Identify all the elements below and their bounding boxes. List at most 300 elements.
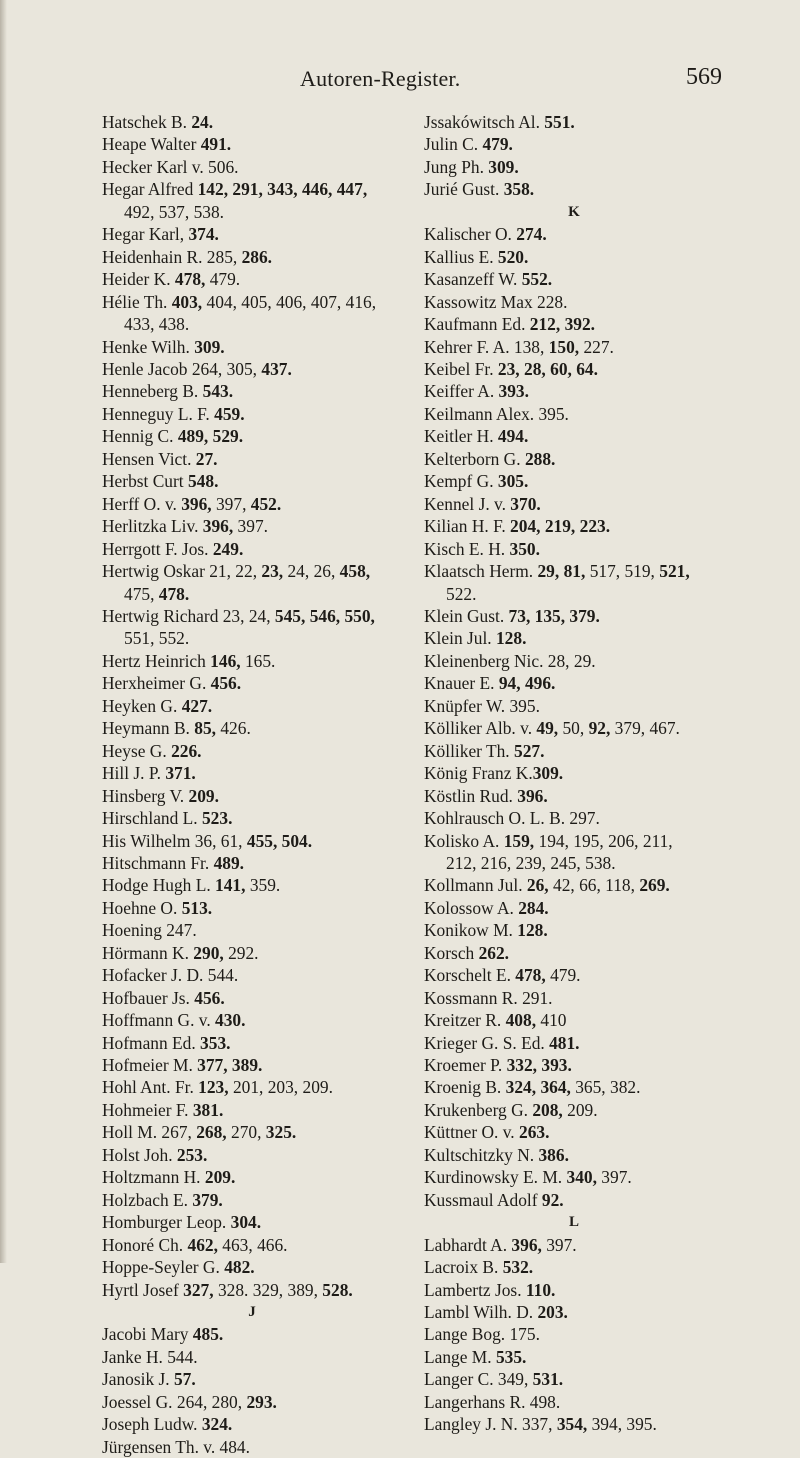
page-ref-bold: 159,: [503, 830, 535, 851]
index-entry: [102, 403, 402, 425]
entry-text: 426.: [216, 718, 251, 739]
index-entry-line: [424, 358, 724, 380]
entry-text: Klein Jul.: [424, 628, 496, 649]
index-entry-line: [424, 942, 724, 964]
page-ref-bold: 408,: [505, 1010, 537, 1031]
entry-text: Herlitzka Liv.: [102, 516, 203, 537]
index-entry-line: [102, 807, 402, 829]
entry-text: 522.: [446, 583, 477, 604]
entry-text: Hofacker J. D. 544.: [102, 965, 239, 986]
index-entry: [424, 515, 724, 537]
index-entry: [102, 538, 402, 560]
index-entry: [424, 1323, 724, 1345]
index-entry-line: [102, 133, 402, 155]
index-entry: [424, 291, 724, 313]
index-entry-line: [424, 987, 724, 1009]
page-ref-bold: 128.: [495, 628, 527, 649]
entry-text: His Wilhelm 36, 61,: [102, 830, 247, 851]
page-ref-bold: 485.: [192, 1324, 224, 1345]
entry-text: Kurdinowsky E. M.: [424, 1167, 567, 1188]
index-entry: [102, 807, 402, 829]
page-ref-bold: 455, 504.: [246, 830, 313, 851]
index-entry-line: [102, 425, 402, 447]
index-entry: [424, 223, 724, 245]
index-entry-line: [102, 650, 402, 672]
entry-text: Kaufmann Ed.: [424, 314, 530, 335]
entry-text: 463, 466.: [217, 1234, 288, 1255]
index-entry: [102, 942, 402, 964]
section-letter-k: K: [568, 203, 580, 220]
index-entry-line: [424, 1121, 724, 1143]
section-letter-j: J: [248, 1304, 256, 1321]
page-ref-bold: 219,: [544, 516, 576, 537]
page-ref-bold: 305.: [497, 471, 529, 492]
page-ref-bold: 353.: [200, 1032, 231, 1053]
index-entry: [424, 1054, 724, 1076]
index-entry-line: [102, 380, 402, 402]
entry-text: 42, 66, 118,: [548, 875, 640, 896]
index-entry-line: [424, 470, 724, 492]
entry-text: Hitschmann Fr.: [102, 852, 214, 873]
entry-text: Keibel Fr.: [424, 358, 498, 379]
entry-text: Kolisko A.: [424, 830, 504, 851]
page-ref-bold: 212,: [529, 314, 561, 335]
index-entry: [424, 156, 724, 178]
entry-text: Kolossow A.: [424, 897, 519, 918]
index-entry: [102, 223, 402, 245]
page-ref-bold: 377, 389.: [197, 1055, 263, 1076]
index-entry-continuation: [102, 313, 402, 335]
page-ref-bold: 288.: [524, 448, 556, 469]
entry-text: Holl M. 267,: [102, 1122, 197, 1143]
index-entry: [102, 1279, 402, 1301]
entry-text: 479.: [205, 269, 241, 290]
entry-text: Jürgensen Th. v. 484.: [102, 1436, 250, 1457]
index-entry: [102, 695, 402, 717]
page-ref-bold: 27.: [195, 448, 218, 469]
index-entry-line: [424, 1032, 724, 1054]
entry-text: Labhardt A.: [424, 1234, 512, 1255]
index-entry-line: [102, 785, 402, 807]
index-entry: [424, 1189, 724, 1211]
entry-text: Langerhans R. 498.: [424, 1391, 561, 1412]
index-entry: [102, 178, 402, 223]
entry-text: Kultschitzky N.: [424, 1144, 539, 1165]
entry-text: 359.: [245, 875, 281, 896]
index-entry: [102, 1144, 402, 1166]
index-entry: [424, 111, 724, 133]
index-entry: [424, 830, 724, 875]
index-entry: [102, 897, 402, 919]
page-ref-bold: 482.: [224, 1257, 255, 1278]
index-entry-line: [424, 1144, 724, 1166]
index-entry-line: [102, 178, 402, 200]
index-entry-line: [102, 560, 402, 582]
index-entry-line: [424, 448, 724, 470]
index-entry: [102, 1436, 402, 1458]
entry-text: Heymann B.: [102, 718, 195, 739]
index-entry-line: [102, 1436, 402, 1458]
index-entry: [424, 1413, 724, 1435]
page-ref-bold: 324,: [505, 1077, 537, 1098]
page-ref-bold: 396,: [181, 493, 212, 514]
left-column: [102, 111, 402, 1458]
page-ref-bold: 324.: [201, 1414, 233, 1435]
index-entry: [424, 380, 724, 402]
entry-text: Keilmann Alex. 395.: [424, 403, 569, 424]
entry-text: Janke H. 544.: [102, 1346, 198, 1367]
entry-text: Kreitzer R.: [424, 1010, 506, 1031]
page-ref-bold: 371.: [165, 763, 196, 784]
page-ref-bold: 110.: [525, 1279, 556, 1300]
index-entry: [102, 1323, 402, 1345]
page-ref-bold: 370.: [510, 493, 541, 514]
index-entry-line: [102, 1391, 402, 1413]
entry-text: Hoening 247.: [102, 920, 197, 941]
page-ref-bold: 209.: [204, 1167, 236, 1188]
index-entry-line: [102, 1144, 402, 1166]
page-ref-bold: 458,: [339, 561, 371, 582]
index-entry: [424, 1234, 724, 1256]
index-entry-line: [102, 291, 402, 313]
index-entry-line: [102, 448, 402, 470]
page-ref-bold: 141,: [215, 875, 246, 896]
index-entry-line: [424, 336, 724, 358]
page-ref-bold: 73, 135, 379.: [508, 605, 600, 626]
index-entry: [102, 111, 402, 133]
index-entry: [424, 1279, 724, 1301]
index-entry-line: [424, 1256, 724, 1278]
page-edge-shadow: [0, 0, 7, 1263]
entry-text: Knauer E.: [424, 673, 499, 694]
index-entry-line: [424, 403, 724, 425]
page-ref-bold: 81,: [563, 561, 586, 582]
index-entry-line: [102, 336, 402, 358]
entry-text: Hensen Vict.: [102, 448, 196, 469]
index-entry-line: [102, 1323, 402, 1345]
page-ref-bold: 92.: [541, 1189, 564, 1210]
index-entry-continuation: [102, 627, 402, 649]
entry-text: Kasanzeff W.: [424, 269, 522, 290]
page-ref-bold: 403,: [171, 291, 203, 312]
page-ref-bold: 462,: [187, 1234, 218, 1255]
index-entry-line: [424, 111, 724, 133]
index-entry-line: [424, 380, 724, 402]
page-ref-bold: 548.: [187, 471, 219, 492]
index-entry-line: [424, 964, 724, 986]
page-ref-bold: 520.: [497, 246, 529, 267]
index-entry: [102, 1368, 402, 1390]
entry-text: Kohlrausch O. L. B. 297.: [424, 808, 600, 829]
entry-text: Köstlin Rud.: [424, 785, 518, 806]
index-entry-line: [102, 156, 402, 178]
index-entry-line: [102, 1234, 402, 1256]
index-entry-line: [102, 268, 402, 290]
index-entry: [102, 919, 402, 941]
index-entry: [424, 695, 724, 717]
index-entry: [424, 964, 724, 986]
entry-text: Hertz Heinrich: [102, 650, 211, 671]
index-section-h: [102, 111, 402, 1301]
entry-text: Hoehne O.: [102, 897, 182, 918]
entry-text: Kassowitz Max 228.: [424, 291, 568, 312]
entry-text: Heyse G.: [102, 740, 172, 761]
index-section-j: [102, 1323, 402, 1458]
entry-text: 404, 405, 406, 407, 416,: [202, 291, 377, 312]
index-entry-line: [424, 740, 724, 762]
index-entry: [424, 605, 724, 627]
page-ref-bold: 459.: [214, 403, 245, 424]
entry-text: 394, 395.: [587, 1414, 657, 1435]
index-entry-line: [424, 1368, 724, 1390]
index-entry-line: [424, 313, 724, 335]
index-entry: [424, 807, 724, 829]
index-entry: [102, 515, 402, 537]
entry-text: Kallius E.: [424, 246, 498, 267]
index-entry: [102, 493, 402, 515]
entry-text: Kussmaul Adolf: [424, 1189, 542, 1210]
index-entry: [424, 425, 724, 447]
index-entry-line: [424, 560, 724, 582]
index-entry: [102, 717, 402, 739]
entry-text: Hohl Ant. Fr.: [102, 1077, 199, 1098]
entry-text: 165.: [240, 650, 276, 671]
index-entry: [102, 1189, 402, 1211]
index-entry-line: [424, 133, 724, 155]
index-entry: [102, 762, 402, 784]
entry-text: 517, 519,: [585, 561, 660, 582]
entry-text: Kroemer P.: [424, 1055, 507, 1076]
entry-text: Hofmeier M.: [102, 1055, 198, 1076]
index-entry-line: [102, 897, 402, 919]
entry-text: Kisch E. H.: [424, 538, 510, 559]
index-entry-line: [102, 1032, 402, 1054]
index-entry: [424, 1301, 724, 1323]
page-ref-bold: 543.: [202, 381, 234, 402]
page-ref-bold: 23,: [261, 561, 284, 582]
page-ref-bold: 437.: [261, 358, 292, 379]
index-entry: [102, 1009, 402, 1031]
index-entry-line: [102, 672, 402, 694]
page-ref-bold: 491.: [200, 134, 232, 155]
index-entry-line: [102, 1211, 402, 1233]
index-entry-line: [102, 605, 402, 627]
entry-text: 328. 329, 389,: [213, 1279, 323, 1300]
entry-text: Henle Jacob 264, 305,: [102, 358, 262, 379]
entry-text: Korschelt E.: [424, 965, 516, 986]
page-ref-bold: 60, 64.: [550, 358, 598, 379]
page-ref-bold: 262.: [478, 942, 510, 963]
index-entry-line: [424, 874, 724, 896]
index-entry-line: [424, 223, 724, 245]
index-entry: [424, 1144, 724, 1166]
index-entry: [424, 336, 724, 358]
index-entry-line: [424, 1099, 724, 1121]
page-ref-bold: 551.: [544, 112, 575, 132]
page-ref-bold: 249.: [212, 538, 244, 559]
index-entry: [424, 1121, 724, 1143]
index-entry: [102, 268, 402, 290]
entry-text: Joessel G. 264, 280,: [102, 1391, 247, 1412]
index-entry: [102, 1099, 402, 1121]
page-ref-bold: 325.: [265, 1122, 297, 1143]
entry-text: Kennel J. v.: [424, 493, 511, 514]
page-ref-bold: 456.: [210, 673, 242, 694]
entry-text: 50,: [558, 718, 589, 739]
index-entry: [424, 1009, 724, 1031]
index-entry-line: [424, 672, 724, 694]
index-entry-line: [424, 515, 724, 537]
index-entry: [102, 1076, 402, 1098]
entry-text: Kölliker Alb. v.: [424, 718, 537, 739]
index-entry-line: [424, 919, 724, 941]
page-ref-bold: 552.: [521, 269, 553, 290]
index-entry: [102, 1391, 402, 1413]
page-ref-bold: 28,: [524, 358, 546, 379]
page-ref-bold: 94, 496.: [498, 673, 556, 694]
entry-text: Klaatsch Herm.: [424, 561, 538, 582]
index-entry: [102, 1166, 402, 1188]
entry-text: 410: [536, 1010, 567, 1031]
entry-text: Herff O. v.: [102, 493, 182, 514]
entry-text: Kleinenberg Nic. 28, 29.: [424, 650, 596, 671]
entry-text: Langer C. 349,: [424, 1369, 533, 1390]
page-ref-bold: 350.: [509, 538, 540, 559]
entry-text: Heidenhain R. 285,: [102, 246, 242, 267]
page-ref-bold: 479.: [482, 134, 513, 155]
index-entry: [424, 538, 724, 560]
entry-text: Klein Gust.: [424, 605, 509, 626]
index-section-k: [424, 223, 724, 1211]
index-entry: [424, 785, 724, 807]
index-entry: [424, 1368, 724, 1390]
index-entry-line: [102, 358, 402, 380]
entry-text: Heape Walter: [102, 134, 201, 155]
entry-text: Kollmann Jul.: [424, 875, 527, 896]
page-ref-bold: 489.: [213, 852, 245, 873]
index-entry-line: [102, 1368, 402, 1390]
page-ref-bold: 123,: [198, 1077, 229, 1098]
entry-text: Heyken G.: [102, 695, 182, 716]
entry-text: 397.: [541, 1234, 577, 1255]
page-ref-bold: 204,: [510, 516, 541, 537]
entry-text: 397,: [211, 493, 251, 514]
entry-text: Hinsberg V.: [102, 785, 189, 806]
page-ref-bold: 381.: [192, 1099, 224, 1120]
entry-text: Hohmeier F.: [102, 1099, 193, 1120]
index-entry: [102, 650, 402, 672]
index-entry-line: [424, 156, 724, 178]
index-entry: [424, 740, 724, 762]
page-ref-bold: 49,: [536, 718, 559, 739]
page-ref-bold: 29,: [537, 561, 560, 582]
index-entry: [102, 560, 402, 605]
index-entry-line: [424, 1413, 724, 1435]
entry-text: Kelterborn G.: [424, 448, 525, 469]
entry-text: Hertwig Oskar 21, 22,: [102, 561, 262, 582]
entry-text: Hill J. P.: [102, 763, 166, 784]
page-ref-bold: 263.: [519, 1122, 550, 1143]
index-entry-line: [424, 897, 724, 919]
entry-text: Lange M.: [424, 1346, 496, 1367]
page-ref-bold: 528.: [322, 1279, 353, 1300]
index-entry: [102, 380, 402, 402]
index-entry: [424, 942, 724, 964]
page-ref-bold: 85,: [194, 718, 217, 739]
page-ref-bold: 535.: [495, 1346, 527, 1367]
index-entry-line: [102, 470, 402, 492]
index-entry: [102, 1413, 402, 1435]
entry-text: 379, 467.: [610, 718, 680, 739]
index-entry: [102, 291, 402, 336]
index-entry: [424, 493, 724, 515]
index-entry: [424, 268, 724, 290]
index-entry: [424, 560, 724, 605]
index-entry-line: [424, 650, 724, 672]
entry-text: Hennig C.: [102, 426, 178, 447]
entry-text: Lange Bog. 175.: [424, 1324, 540, 1345]
index-entry-line: [424, 1391, 724, 1413]
index-section-j-continued: [424, 111, 724, 201]
page-ref-bold: 379.: [192, 1189, 223, 1210]
page-ref-bold: 57.: [173, 1369, 196, 1390]
entry-text: Homburger Leop.: [102, 1212, 231, 1233]
index-entry-line: [424, 538, 724, 560]
page-ref-bold: 364,: [540, 1077, 571, 1098]
entry-text: Hyrtl Josef: [102, 1279, 184, 1300]
page-ref-bold: 427.: [181, 695, 213, 716]
index-entry: [424, 762, 724, 784]
index-entry-line: [424, 627, 724, 649]
index-entry-line: [102, 852, 402, 874]
index-entry: [424, 874, 724, 896]
entry-text: Herbst Curt: [102, 471, 188, 492]
page-ref-bold: 304.: [230, 1212, 262, 1233]
index-entry: [424, 650, 724, 672]
index-entry-line: [424, 762, 724, 784]
index-entry-continuation: [424, 852, 724, 874]
page-ref-bold: 358.: [503, 179, 535, 200]
page-ref-bold: 456.: [194, 987, 225, 1008]
entry-text: Hofmann Ed.: [102, 1032, 201, 1053]
index-entry-line: [102, 403, 402, 425]
index-entry: [102, 1256, 402, 1278]
entry-text: Herxheimer G.: [102, 673, 211, 694]
index-entry: [424, 178, 724, 200]
index-entry-line: [424, 1346, 724, 1368]
entry-text: Lacroix B.: [424, 1257, 503, 1278]
index-entry: [102, 874, 402, 896]
index-entry-line: [424, 291, 724, 313]
index-entry: [424, 358, 724, 380]
index-entry-continuation: [102, 201, 402, 223]
page-ref-bold: 527.: [514, 740, 545, 761]
running-title: Autoren-Register.: [300, 66, 461, 91]
index-entry-line: [424, 807, 724, 829]
entry-text: Keiffer A.: [424, 381, 499, 402]
index-entry-line: [424, 1009, 724, 1031]
index-entry-line: [102, 762, 402, 784]
page-ref-bold: 489, 529.: [177, 426, 244, 447]
index-entry-line: [424, 605, 724, 627]
entry-text: Hoffmann G. v.: [102, 1010, 216, 1031]
page-ref-bold: 253.: [176, 1144, 208, 1165]
entry-text: 397.: [596, 1167, 632, 1188]
entry-text: Kölliker Th.: [424, 740, 515, 761]
page-ref-bold: 396,: [202, 516, 234, 537]
page-ref-bold: 521,: [659, 561, 690, 582]
index-entry: [424, 1391, 724, 1413]
